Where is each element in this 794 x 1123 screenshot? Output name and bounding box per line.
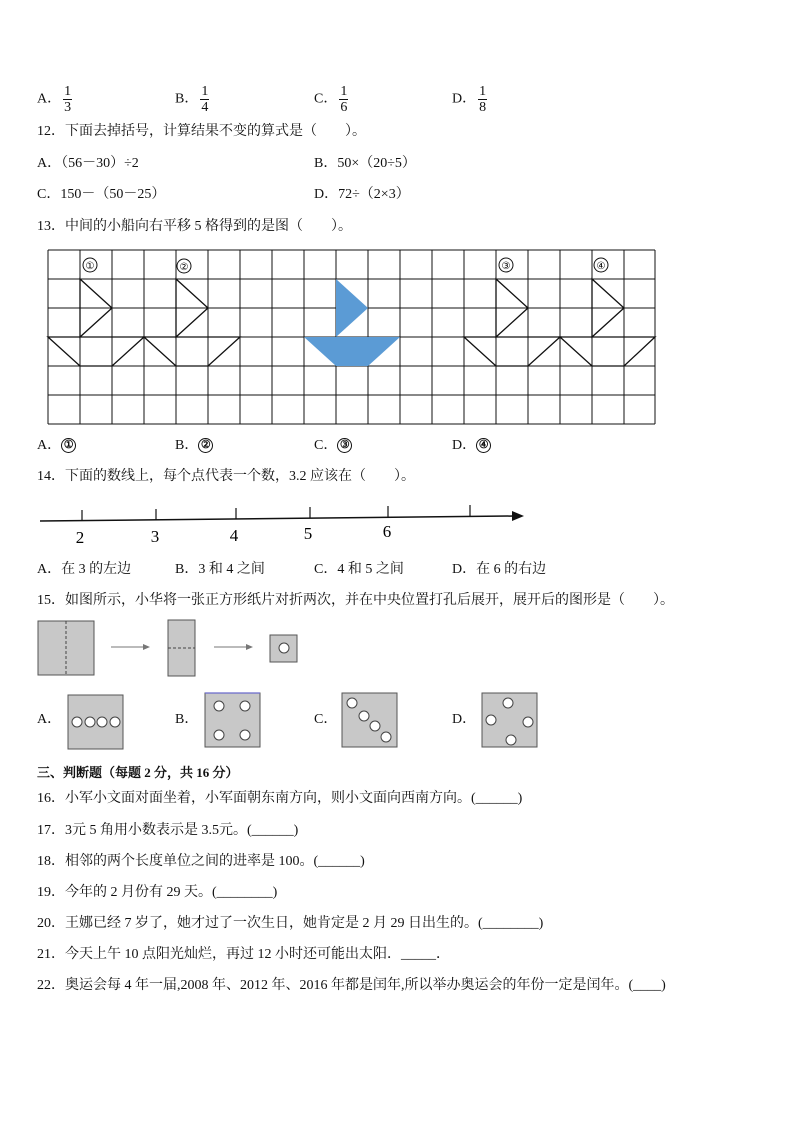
option-letter: A． (37, 91, 62, 107)
punched-hole (279, 643, 289, 653)
option-mark: ① (61, 438, 76, 453)
q14-option-c[interactable]: C．4 和 5 之间 (314, 562, 404, 577)
q14-option-b[interactable]: B．3 和 4 之间 (175, 562, 265, 577)
judgement-21: 21．今天上午 10 点阳光灿烂，再过 12 小时还可能出太阳．_____． (37, 947, 450, 962)
option-letter: A． (37, 438, 62, 453)
boat-figure-3 (464, 279, 560, 366)
boat-figure-2 (144, 279, 240, 366)
tick-label: 2 (75, 528, 85, 547)
tick-label: 4 (229, 526, 239, 545)
section-title: 三、判断题（每题 2 分，共 16 分） (37, 765, 239, 780)
option-letter: C． (314, 438, 338, 453)
denominator: 6 (340, 100, 348, 115)
numerator: 1 (201, 84, 209, 99)
q13-option-b[interactable] (175, 437, 213, 455)
option-letter: D． (452, 91, 477, 107)
q15-option-b-label[interactable]: B． (175, 712, 199, 727)
q15-option-d-figure[interactable] (482, 693, 537, 747)
judgement-22: 22．奥运会每 4 年一届,2008 年、2012 年、2016 年都是闰年,所以举办奥运会的年份一定是闰年。(____) (37, 978, 666, 993)
judgement-20: 20．王娜已经 7 岁了，她才过了一次生日，她肯定是 2 月 29 日出生的。(________) (37, 916, 544, 931)
option-letter: B． (175, 91, 199, 107)
option-mark: ③ (337, 438, 352, 453)
q12-option-c[interactable]: C．150－（50－25） (37, 187, 166, 202)
figure-label-3-text: ③ (501, 261, 511, 272)
figure-label-3 (499, 258, 513, 272)
judgement-17: 17．3元 5 角用小数表示是 3.5元。(______) (37, 823, 299, 838)
arrow-head-icon (512, 511, 524, 521)
judgement-16: 16．小军小文面对面坐着，小军面朝东南方向，则小文面向西南方向。(______) (37, 791, 523, 806)
q15-option-a-figure[interactable] (68, 695, 123, 749)
figure-label-1 (83, 258, 97, 272)
numerator: 1 (479, 84, 487, 99)
figure-label-4-text: ④ (596, 261, 606, 272)
q12-option-a[interactable]: A．（56－30）÷2 (37, 156, 139, 171)
q15-option-c-figure[interactable] (342, 693, 397, 747)
option-letter: D． (452, 438, 477, 453)
tick-label: 6 (382, 522, 392, 541)
denominator: 4 (201, 100, 209, 115)
arrow-right-icon (143, 644, 150, 650)
numerator: 1 (340, 84, 348, 99)
q13-option-a[interactable] (37, 437, 76, 455)
tick-label: 5 (303, 524, 313, 543)
option-letter: C． (314, 91, 338, 107)
q15-option-c-label[interactable]: C． (314, 712, 338, 727)
q15-stem: 15．如图所示，小华将一张正方形纸片对折两次，并在中央位置打孔后展开，展开后的图形是（ ）。 (37, 593, 674, 608)
q13-option-d[interactable] (452, 437, 491, 455)
q13-stem: 13．中间的小船向右平移 5 格得到的是图（ ）。 (37, 219, 352, 234)
tick-label: 3 (150, 527, 160, 546)
option-mark: ② (198, 438, 213, 453)
numerator: 1 (64, 84, 72, 99)
number-line (40, 505, 524, 547)
figure-label-4 (594, 258, 608, 272)
option-mark: ④ (476, 438, 491, 453)
judgement-19: 19．今年的 2 月份有 29 天。(________) (37, 885, 278, 900)
arrow-right-icon (246, 644, 253, 650)
q14-option-d[interactable]: D．在 6 的右边 (452, 562, 547, 577)
q14-option-a[interactable]: A．在 3 的左边 (37, 562, 132, 577)
boat-figure-1 (48, 279, 144, 366)
figure-label-1-text: ① (85, 261, 95, 272)
q15-option-b-figure[interactable] (205, 693, 260, 747)
denominator: 8 (479, 100, 487, 115)
judgement-18: 18．相邻的两个长度单位之间的进率是 100。(______) (37, 854, 365, 869)
figure-label-2-text: ② (179, 262, 189, 273)
folding-sequence (38, 620, 297, 676)
q15-option-d-label[interactable]: D． (452, 712, 477, 727)
boat-figure-4 (560, 279, 655, 366)
q14-stem: 14．下面的数线上，每个点代表一个数，3.2 应该在（ ）。 (37, 469, 415, 484)
q12-option-b[interactable]: B．50×（20÷5） (314, 156, 416, 171)
blue-boat-figure (304, 279, 400, 366)
figure-label-2 (177, 259, 191, 273)
q13-option-c[interactable] (314, 437, 352, 455)
q12-stem: 12．下面去掉括号，计算结果不变的算式是（ ）。 (37, 124, 366, 139)
q12-option-d[interactable]: D．72÷（2×3） (314, 187, 410, 202)
denominator: 3 (64, 100, 72, 115)
q15-option-a-label[interactable]: A． (37, 712, 62, 727)
option-letter: B． (175, 438, 199, 453)
